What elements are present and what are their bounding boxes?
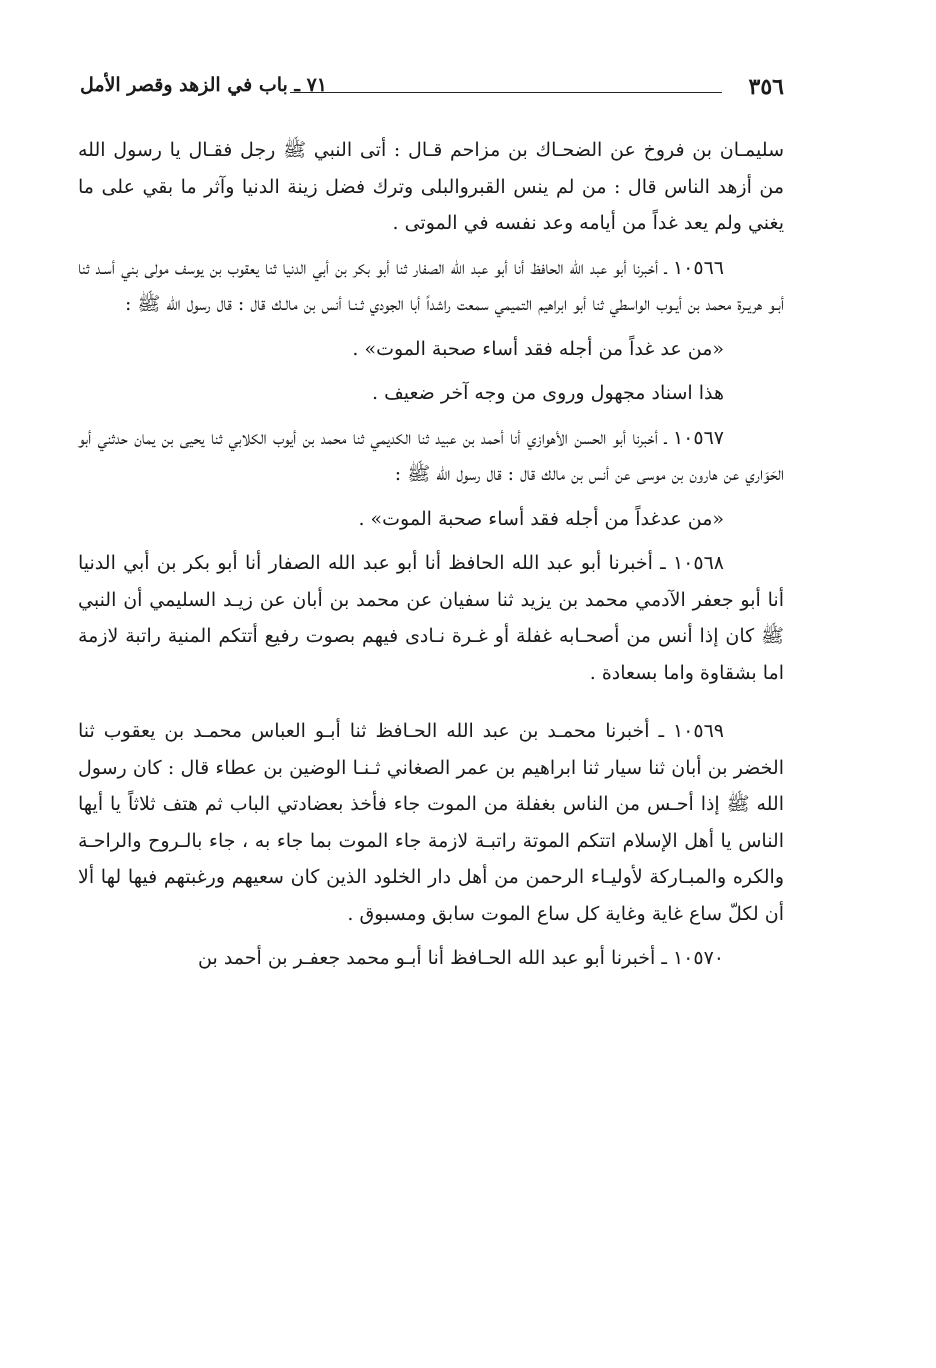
- hadith-quote: «من عد غداً من أجله فقد أساء صحبة الموت» .: [352, 337, 724, 360]
- page-number: ٣٥٦: [748, 74, 784, 100]
- body-text: [78, 132, 784, 985]
- hadith-10569: ١٠٥٦٩ ـ أخبرنا محمـد بن عبد الله الحـافظ ثنا أبـو العباس محمـد بن يعقوب ثنا الخضر بن أبان ثنا سيار ثنا ابراهيم بن عمر الصغاني ثـنـا الوضين بن عطاء قال : كان رسول الله ﷺ إذا أحـس من الناس بغفلة من الموت جاء فأخذ بعضادتي الباب ثم هتف ثلاثاً يا أيها الناس يا أهل الإسلام اتتكم الموتة راتبـة لازمة جاء الموت بما جاء به ، جاء بالـروح والراحـة والكره والمبـاركة لأوليـاء الرحمن من أهل دار الخلود الذين كان سعيهم ورغبتهم فيها لها ألا أن لكلّ ساع غاية وغاية كل ساع الموت سابق ومسبوق .: [78, 720, 784, 925]
- header-rule: [290, 92, 722, 93]
- hadith-10568: ١٠٥٦٨ ـ أخبرنا أبو عبد الله الحافظ أنا أبو عبد الله الصفار أنا أبو بكر بن أبي الدنيا أنا أبو جعفر الآدمي محمد بن يزيد ثنا سفيان عن محمد بن أبان عن زيـد السليمي أن النبي ﷺ كان إذا أنس من أصحـابه غفلة أو غـرة نـادى فيهم بصوت رفيع أتتكم المنية راتبة لازمة اما بشقاوة واما بسعادة .: [78, 552, 784, 684]
- hadith-10567: ١٠٥٦٧ ـ أخبرنا أبو الحسن الأهوازي أنا أحمد بن عبيد ثنا الكديمي ثنا محمد بن أيوب الكلابي ثنا يحيى بن يمان حدثني أبو الحَوَاري عن هارون بن موسى عن أنس بن مالك قال : قال رسول الله ﷺ :: [78, 426, 784, 485]
- chapter-title: ٧١ ـ باب في الزهد وقصر الأمل: [80, 74, 328, 96]
- running-header: [80, 74, 784, 108]
- hadith-10566: ١٠٥٦٦ ـ أخبرنا أبو عبد الله الحافظ أنا أبو عبد الله الصفار ثنا أبو بكر بن أبي الدنيا ثنا يعقوب بن يوسف مولى بني أسـد ثنا أبـو هريـرة محمد بن أيـوب الواسطي ثنا أبو ابراهيم التميمي سمعت راشداً أبا الجودي ثـنـا أنس بن مالـك قال : قال رسول الله ﷺ :: [78, 256, 784, 315]
- hadith-quote: «من عدغداً من أجله فقد أساء صحبة الموت» .: [358, 507, 724, 530]
- paragraph-continuation: سليمـان بن فروخ عن الضحـاك بن مزاحم قـال : أتى النبي ﷺ رجل فقـال يا رسول الله من أزهد الناس قال : من لم ينس القبروالبلى وترك فضل زينة الدنيا وآثر ما بقي على ما يغني ولم يعد غداً من أيامه وعد نفسه في الموتى .: [78, 139, 784, 234]
- isnad-note: هذا اسناد مجهول وروى من وجه آخر ضعيف .: [372, 382, 724, 404]
- hadith-10570: ١٠٥٧٠ ـ أخبرنا أبو عبد الله الحـافظ أنا أبـو محمد جعفـر بن أحمد بن: [198, 947, 724, 969]
